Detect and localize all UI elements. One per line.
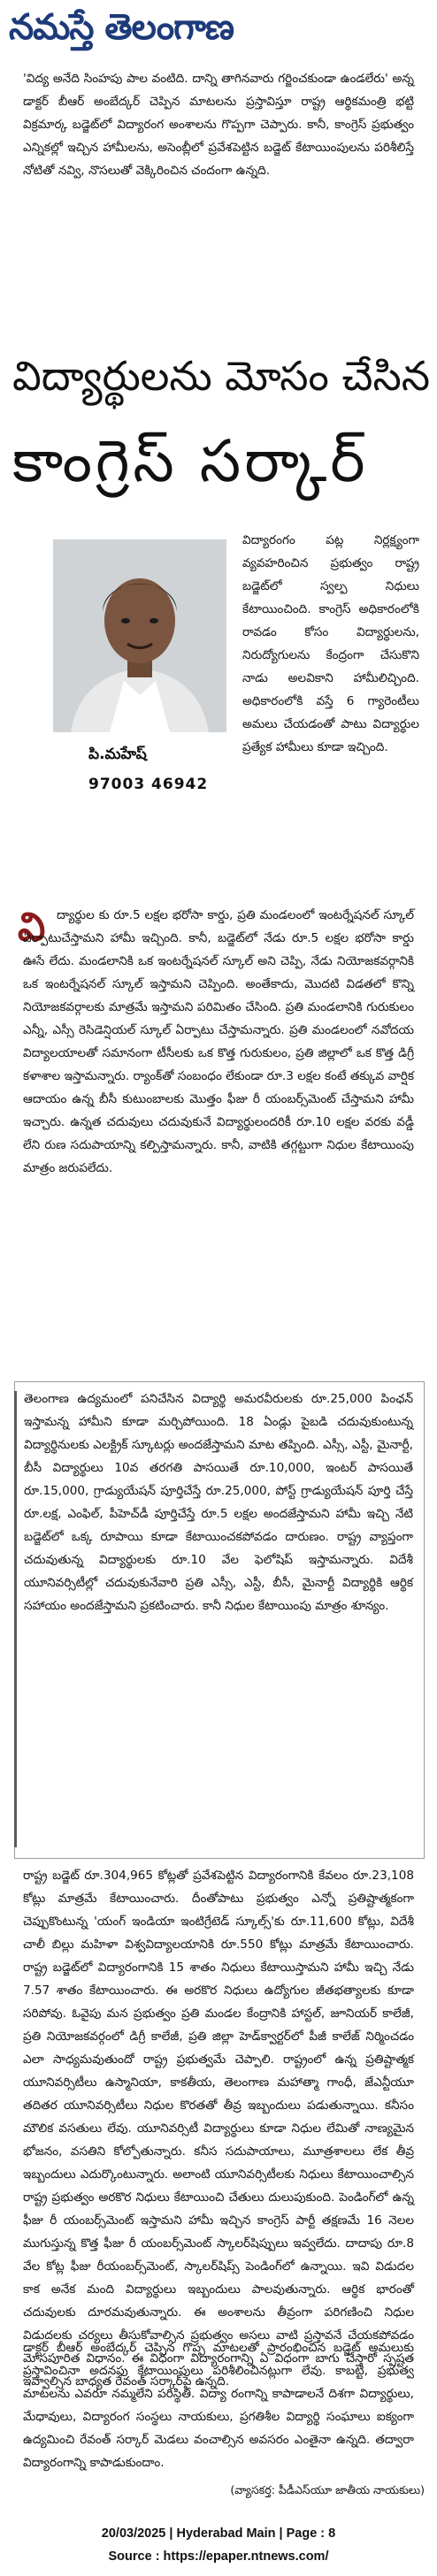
- side-column-text: విద్యారంగం పట్ల నిర్లక్ష్యంగా వ్యవహరించిన ప్రభుత్వం రాష్ట్ర బడ్జెట్‌లో స్వల్ప నిధులు కేటాయించింది. కాంగ్రెస్ అధికారంలోకి రావడం కోసం విద్యార్థులను, నిరుద్యోగులను కేంద్రంగా చేసుకొని నాడు అలవికాని హామీలిచ్చింది. అధికారంలోకి వస్తే 6 గ్యారెంటీలు అమలు చేయడంతో పాటు విద్యార్థుల ప్రత్యేక హామీలు కూడా ఇచ్చింది.: [242, 533, 419, 754]
- intro-paragraph: 'విద్య అనేది సింహపు పాల వంటిది. దాన్ని తాగినవారు గర్జించకుండా ఉండలేరు' అన్న డాక్టర్ బీఆర్ అంబేద్కర్ చెప్పిన మాటలను ప్రస్తావిస్తూ రాష్ట్ర ఆర్థికమంత్రి భట్టి విక్రమార్క బడ్జెట్‌లో విద్యారంగ అంశాలను గొప్పగా చెప్పారు. కానీ, కాంగ్రెస్ ప్రభుత్వం ఎన్నికల్లో ఇచ్చిన హామీలను, అసెంబ్లీలో ప్రవేశపెట్టిన బడ్జెట్ కేటాయింపులను పరిశీలిస్తే నోటితో నవ్వి, నొసలుతో వెక్కిరించిన చందంగా ఉన్నది.: [23, 72, 414, 178]
- author-phone: 97003 46942: [88, 776, 209, 793]
- footer-date-page: 20/03/2025 | Hyderabad Main | Page : 8: [101, 2526, 336, 2541]
- budget-paragraph: రాష్ట్ర బడ్జెట్ రూ.304,965 కోట్లతో ప్రవేశపెట్టిన విద్యారంగానికి కేవలం రూ.23,108 కోట్లు మాత్రమే కేటాయించారు. దీంతోపాటు ప్రభుత్వం ఎన్నో ప్రతిష్టాత్మకంగా చెప్పుకొంటున్న 'యంగ్ ఇండియా ఇంటిగ్రేటెడ్ స్కూల్స్'కు రూ.11,600 కోట్లు, విదేశీ చాలీ బిల్లు మహిళా విశ్వవిద్యాలయానికి రూ.550 కోట్లు మాత్రమే కేటాయించారు. రాష్ట్ర బడ్జెట్‌లో విద్యారంగానికి 15 శాతం నిధులు కేటాయిస్తామని హామీ ఇచ్చి నేడు 7.57 శాతం కేటాయించారు. ఈ అరకొర నిధులు ఉద్యోగుల జీతభత్యాలకు కూడా సరిపోవు. ఓవైపు మన ప్రభుత్వం ప్రతి మండల కేంద్రానికి హాస్టల్, జూనియర్ కాలేజీ, ప్రతి నియోజకవర్గంలో డిగ్రీ కాలేజీ, ప్రతి జిల్లా హెడ్‌క్వార్టర్‌లో పీజీ కాలేజ్ నిర్మించడం ఎలా సాధ్యమవుతుందో రాష్ట్ర ప్రభుత్వమే చెప్పాలి. రాష్ట్రంలో ఉన్న ప్రతిష్టాత్మక యూనివర్సిటీలు ఉస్మానియా, కాకతీయ, తెలంగాణ మహాత్మా గాంధీ, జేఎన్టీయూ తదితర యూనివర్సిటీలు నిధుల కొరతతో తీవ్ర ఇబ్బందులు పడుతున్నాయి. కనీసం మౌలిక వసతులు లేవు. యూనివర్సిటీ విద్యార్థులు కూడా నిధుల లేమితో నాణ్యమైన భోజనం, వసతిని కోల్పోతున్నారు. కనీస సదుపాయాలు, మూత్రశాలలు లేక తీవ్ర ఇబ్బందులు ఎదుర్కొంటున్నారు. అలాంటి యూనివర్సిటీలకు నిధులు కేటాయించాల్సిన రాష్ట్ర ప్రభుత్వం అరకొర నిధులు కేటాయించి చేతులు దులుపుకుంది. పెండింగ్‌లో ఉన్న ఫీజు రీ యంబర్స్‌మెంట్ ఇస్తామని హామీ ఇచ్చిన కాంగ్రెస్ పార్టీ తక్షణమే 16 నెలల ముగుస్తున్న కొత్త ఫీజు రీ యంబర్స్‌మెంట్ స్కాలర్‌షిప్పులు ఇవ్వలేదు. దాదాపు రూ.8 వేల కోట్ల ఫీజు రీయంబర్స్‌మెంట్, స్కాలర్‌షిప్స్ పెండింగ్‌లో ఉన్నాయి. ఇవి విడుదల కాక అనేక మంది విద్యార్థులు ఇబ్బందులు పాలవుతున్నారు. ఆర్థిక భారంతో చదువులకు దూరమవుతున్నారు. ఈ అంశాలను తీవ్రంగా పరిగణించి నిధుల విడుదలకు చర్యలు తీసుకోవాల్సిన ప్రభుత్వం అసలు వాటి ప్రస్తావనే చేయకపోవడం మోసపూరిత విధానం. ఈ విధంగా విద్యారంగాన్ని ఏ విధంగా బాగు చేస్తారో స్పష్టత ఇవ్వాల్సిన బాధ్యత రేవంత్ సర్కార్‌పై ఉన్నది.: [23, 1869, 414, 2389]
- author-portrait-image: [53, 539, 226, 732]
- closing-paragraph: డాక్టర్ బీఆర్ అంబేద్కర్ చెప్పిన గొప్ప మాటలతో ప్రారంభించిన బడ్జెట్ అమలుకు ప్రస్తావించినా అదనపు కేటాయింపులు పరిశీలించినట్లుగా లేవు. కాబట్టి, ప్రభుత్వ మాటలను ఎవరూ నమ్మలేని పరిస్థితి. విద్యా రంగాన్ని కాపాడాలనే దిశగా విద్యార్థులు, మేధావులు, విద్యారంగ సంస్థలు నాయకులు, ప్రగతిశీల విద్యార్థి సంఘాలు ఐక్యంగా ఉద్యమించి రేవంత్ సర్కార్ మెడలు వంచాల్సిన అవసరం ఎంతైనా ఉన్నది. తద్వారా విద్యారంగాన్ని కాపాడుకుందాం.: [23, 2341, 414, 2470]
- highlight-box-accent-bar: [14, 1391, 17, 1847]
- highlight-box: [14, 1381, 425, 1859]
- newspaper-masthead: నమస్తే తెలంగాణ: [9, 6, 234, 48]
- highlight-box-text: తెలంగాణ ఉద్యమంలో పనిచేసిన విద్యార్థి అమరవీరులకు రూ.25,000 పింఛన్ ఇస్తామన్న హామీని కూడా మర్చిపోయింది. 18 ఏండ్లు పైబడి చదువుకుంటున్న విద్యార్థినులకు ఎలక్ట్రిక్ స్కూటర్లు అందజేస్తామని మాట తప్పింది. ఎస్సీ, ఎస్టీ, మైనార్టీ, బీసీ విద్యార్థులు 10వ తరగతి పాసయితే రూ.10,000, ఇంటర్ పాసయితే రూ.15,000, గ్రాడ్యుయేషన్ పూర్తిచేస్తే రూ.25,000, పోస్ట్ గ్రాడ్యుయేషన్ పూర్తి చేస్తే రూ.లక్ష, ఎంఫిల్, పీహెచ్‌డీ పూర్తిచేస్తే రూ.5 లక్షల అందజేస్తామని హామీ ఇచ్చి నేటి బడ్జెట్‌లో ఒక్క రూపాయి కూడా కేటాయించకపోవడం దారుణం. రాష్ట్ర వ్యాప్తంగా చదువుతున్న విద్యార్థులకు రూ.10 వేల ఫెలోషిప్ ఇస్తామన్నారు. విదేశీ యూనివర్సిటీల్లో చదువుకునేవారి ప్రతి ఎస్సీ, ఎస్టీ, బీసీ, మైనార్టీ విద్యార్థికి ఆర్థిక సహాయం అందజేస్తామని ప్రకటించారు. కానీ నిధుల కేటాయింపు మాత్రం శూన్యం.: [24, 1392, 413, 1613]
- author-credit: (వ్యాసకర్త: పీడీఎస్‌యూ జాతీయ నాయకులు): [230, 2483, 425, 2496]
- headline-line-2: కాంగ్రెస్ సర్కార్: [12, 427, 369, 495]
- author-photo: [53, 539, 226, 732]
- headline-line-1: విద్యార్థులను మోసం చేసిన: [12, 352, 431, 400]
- drop-cap: వి: [18, 905, 46, 950]
- main-paragraph: ద్యార్థుల కు రూ.5 లక్షల భరోసా కార్డు, ప్రతి మండలంలో ఇంటర్నేషనల్ స్కూల్ ఏర్పాటుచేస్తామని హామీ ఇచ్చింది. కానీ, బడ్జెట్‌లో నేడు రూ.5 లక్షల భరోసా కార్డు ఊసే లేదు. మండలానికి ఒక ఇంటర్నేషనల్ స్కూల్ అని చెప్పి, నేడు నియోజకవర్గానికి ఒక ఇంటర్నేషనల్ స్కూల్ ఇస్తామని చెప్పింది. అంతేకాదు, మొదటి విడతలో కొన్ని నియోజకవర్గాలకు మాత్రమే ఇస్తామని పరిమితం చేసింది. ప్రతి మండలానికి గురుకులం ఎన్నీ, ఎస్సీ రెసిడెన్షియల్ స్కూల్ ఏర్పాటు చేస్తామన్నారు. ప్రతి మండలంలో నవోదయ విద్యాలయాలతో సమానంగా టీసీలకు ఒక కొత్త గురుకులం, ప్రతి జిల్లాలో ఒక కొత్త డిగ్రీ కళాశాల ఇస్తామన్నారు. ర్యాంక్‌తో సంబంధం లేకుండా రూ.3 లక్షల కంటే తక్కువ వార్షిక ఆదాయం ఉన్న బీసీ కుటుంబాలకు మొత్తం ఫీజు రీ యంబర్స్‌మెంట్ చేస్తామని హామీ ఇచ్చారు. ఉన్నత చదువులు చదువుకునే విద్యార్థులందరికీ రూ.10 లక్షల వరకు వడ్డీ లేని రుణ సదుపాయాన్ని కల్పిస్తామన్నారు. కానీ, వాటికి తగ్గట్టుగా నిధుల కేటాయింపు మాత్రం జరుపలేదు.: [23, 908, 414, 1175]
- footer-source-link[interactable]: Source : https://epaper.ntnews.com/: [108, 2549, 329, 2564]
- author-name: పి.మహేష్: [88, 745, 147, 763]
